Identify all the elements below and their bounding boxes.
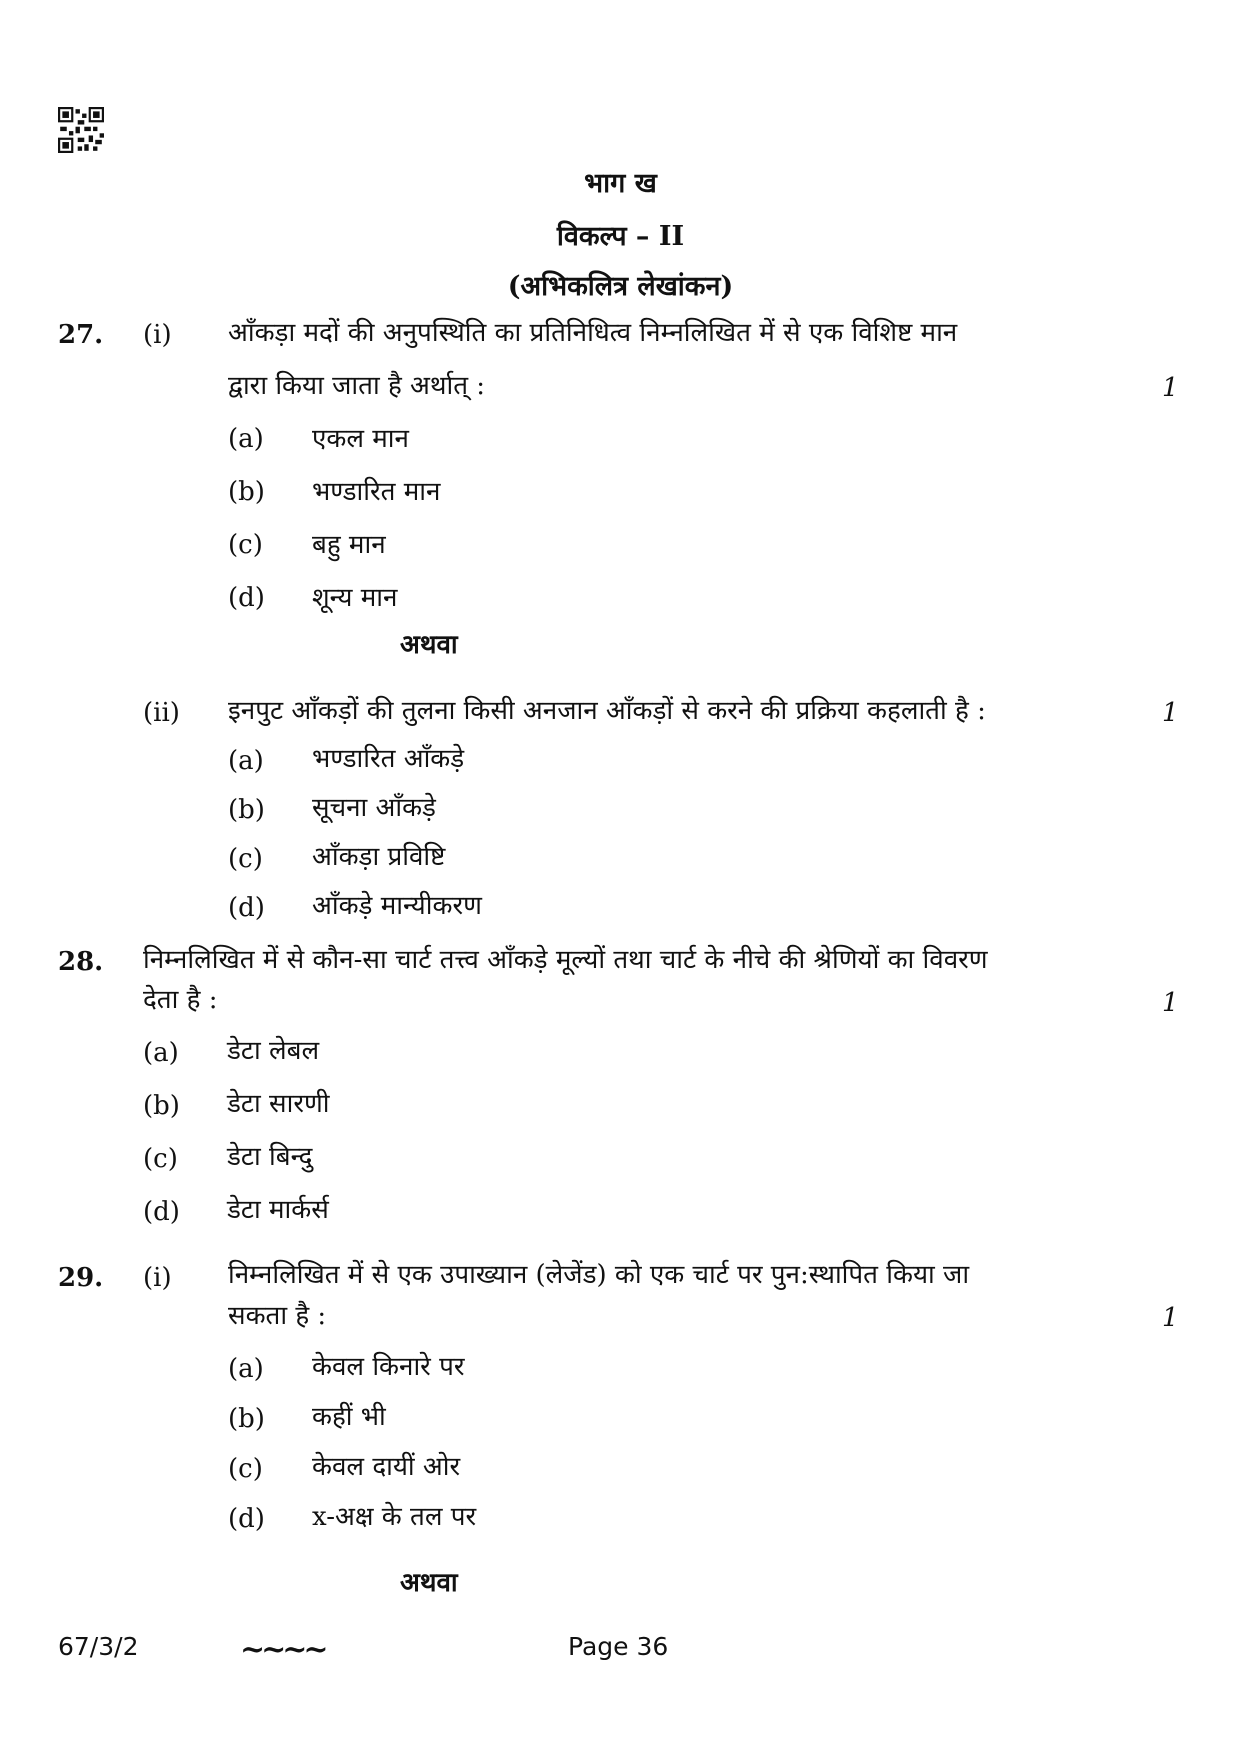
option-text: कहीं भी [312,1402,386,1432]
question-number: 29. [58,1263,104,1293]
option-text: एकल मान [312,424,409,454]
question-number: 27. [58,320,104,350]
option-text: बहु मान [312,530,386,560]
option-label: (c) [228,1454,263,1484]
question-text: द्वारा किया जाता है अर्थात् : [228,371,486,401]
option-text: x-अक्ष के तल पर [312,1502,477,1532]
option-label: (b) [143,1091,180,1121]
section-heading: भाग ख [584,168,657,199]
option-label: (a) [228,424,264,454]
marks: 1 [1162,698,1179,728]
question-text: सकता है : [228,1301,327,1331]
option-text: डेटा मार्कर्स [227,1195,329,1225]
option-label: (d) [228,1504,265,1534]
or-separator: अथवा [400,1568,458,1598]
option-text: भण्डारित मान [312,477,441,507]
option-label: (b) [228,1404,265,1434]
marks: 1 [1162,1303,1179,1333]
option-text: डेटा बिन्दु [227,1142,313,1172]
option-label: (a) [143,1038,179,1068]
option-text: केवल दायीं ओर [312,1452,461,1482]
option-text: आँकड़े मान्यीकरण [312,891,482,921]
option-label: (c) [228,844,263,874]
marks: 1 [1162,988,1179,1018]
option-text: सूचना आँकड़े [312,793,436,823]
option-heading: विकल्प – II [556,221,685,252]
question-text: इनपुट आँकड़ों की तुलना किसी अनजान आँकड़ों से करने की प्रक्रिया कहलाती है : [228,696,986,726]
question-text: देता है : [143,985,218,1015]
paper-code: 67/3/2 [58,1632,139,1661]
part-label: (i) [143,1263,172,1293]
option-text: शून्य मान [312,583,398,613]
question-number: 28. [58,947,104,977]
option-label: (d) [228,583,265,613]
option-label: (c) [143,1144,178,1174]
option-text: डेटा लेबल [227,1036,320,1066]
option-label: (a) [228,746,264,776]
question-text: निम्नलिखित में से कौन-सा चार्ट तत्त्व आँकड़े मूल्यों तथा चार्ट के नीचे की श्रेणियों का विवरण [143,945,988,975]
footer-wave: ~~~~ [240,1632,325,1667]
question-text: आँकड़ा मदों की अनुपस्थिति का प्रतिनिधित्व निम्नलिखित में से एक विशिष्ट मान [228,318,958,348]
option-label: (d) [143,1197,180,1227]
option-label: (c) [228,530,263,560]
option-text: आँकड़ा प्रविष्टि [312,842,446,872]
or-separator: अथवा [400,630,458,660]
option-label: (a) [228,1354,264,1384]
subject-heading: (अभिकलित्र लेखांकन) [507,271,734,302]
option-label: (b) [228,795,265,825]
qr-code [58,107,104,153]
option-text: डेटा सारणी [227,1089,330,1119]
option-label: (b) [228,477,265,507]
option-text: केवल किनारे पर [312,1352,465,1382]
part-label: (ii) [143,698,180,728]
marks: 1 [1162,373,1179,403]
option-label: (d) [228,893,265,923]
page-number: Page 36 [568,1632,669,1661]
question-text: निम्नलिखित में से एक उपाख्यान (लेजेंड) को एक चार्ट पर पुन:स्थापित किया जा [228,1260,970,1290]
option-text: भण्डारित आँकड़े [312,744,465,774]
part-label: (i) [143,320,172,350]
